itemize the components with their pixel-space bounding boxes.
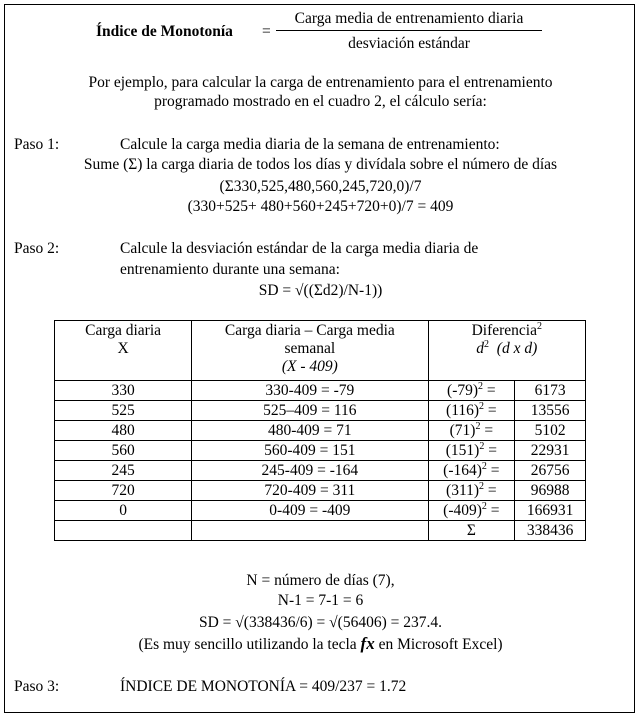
cell-square-eq: = — [483, 381, 496, 399]
cell-square-sup: 2 — [479, 440, 485, 452]
step1-label: Paso 1: — [14, 136, 60, 153]
monotony-formula — [0, 8, 641, 56]
step1-line-4: (330+525+ 480+560+245+720+0)/7 = 409 — [187, 198, 454, 215]
header-carga-diaria — [55, 321, 192, 381]
table-row — [55, 401, 586, 421]
table-row — [55, 501, 586, 521]
cell-square-eq: = — [484, 481, 497, 499]
cell-square-base: (-164) — [443, 461, 482, 479]
cell-square-eq: = — [484, 401, 497, 419]
cell-square-base: (116) — [446, 401, 480, 419]
cell-square-base: (151) — [445, 441, 480, 459]
after-line-4b: en Microsoft Excel) — [378, 636, 503, 653]
cell-value: 26756 — [515, 461, 586, 481]
cell-x: 525 — [55, 401, 192, 421]
fx-icon: fx — [360, 634, 375, 653]
step1-title: Calcule la carga media diaria de la semana de entrenamiento: — [120, 136, 500, 153]
step3-text: ÍNDICE DE MONOTONÍA = 409/237 = 1.72 — [120, 678, 407, 695]
intro-line-1: Por ejemplo, para calcular la carga de entrenamiento para el entrenamiento — [88, 74, 553, 91]
header-col3-line1: Diferencia — [471, 322, 537, 339]
step3-label: Paso 3: — [14, 678, 60, 695]
cell-square-eq: = — [484, 441, 497, 459]
cell-diff: 0-409 = -409 — [192, 501, 428, 521]
formula-denominator: desviación estándar — [348, 35, 470, 52]
cell-value: 13556 — [515, 401, 586, 421]
cell-diff: 245-409 = -164 — [192, 461, 428, 481]
formula-label: Índice de Monotonía — [96, 23, 233, 40]
header-squared — [428, 321, 585, 381]
sd-formula: SD = √((Σd2)/N-1)) — [258, 282, 383, 299]
cell-value: 5102 — [515, 421, 586, 441]
cell-diff: 525–409 = 116 — [192, 401, 428, 421]
header-col2-line3: (X - 409) — [281, 358, 338, 375]
table-row — [55, 481, 586, 501]
cell-x: 0 — [55, 501, 192, 521]
sum-label: Σ — [428, 521, 515, 541]
sum-value: 338436 — [515, 521, 586, 541]
header-col1-line2: X — [117, 340, 129, 357]
header-col3-d: d — [476, 340, 485, 357]
cell-square-base: (-79) — [447, 381, 479, 399]
cell-square-base: (71) — [449, 421, 476, 439]
header-col2-line2: semanal — [284, 340, 336, 357]
header-col2-line1: Carga diaria – Carga media — [224, 322, 395, 339]
fraction-bar — [276, 30, 542, 31]
cell-x: 245 — [55, 461, 192, 481]
cell-square-sup: 2 — [481, 500, 487, 512]
step2-title-1: Calcule la desviación estándar de la carga media diaria de — [120, 240, 479, 257]
formula-equals: = — [262, 23, 271, 40]
cell-square-sup: 2 — [479, 480, 485, 492]
step2-title-2: entrenamiento durante una semana: — [120, 261, 340, 278]
after-line-3: SD = √(338436/6) = √(56406) = 237.4. — [198, 614, 442, 631]
cell-square — [428, 461, 515, 481]
sum-empty-1 — [55, 521, 192, 541]
cell-square-eq: = — [486, 461, 500, 479]
header-col3-d-sup: 2 — [484, 338, 490, 350]
cell-square — [428, 501, 515, 521]
table-row — [55, 441, 586, 461]
cell-diff: 720-409 = 311 — [192, 481, 428, 501]
after-line-4 — [0, 635, 641, 654]
cell-square — [428, 481, 515, 501]
cell-x: 720 — [55, 481, 192, 501]
header-col3-dxd: (d x d) — [496, 340, 538, 357]
cell-square — [428, 381, 515, 401]
cell-square-base: (311) — [446, 481, 480, 499]
deviation-table — [54, 320, 586, 541]
formula-numerator: Carga media de entrenamiento diaria — [294, 10, 524, 27]
table-row — [55, 461, 586, 481]
cell-square — [428, 441, 515, 461]
cell-square-eq: = — [486, 501, 500, 519]
step1-line-3: (Σ330,525,480,560,245,720,0)/7 — [219, 178, 422, 195]
cell-diff: 480-409 = 71 — [192, 421, 428, 441]
cell-square-sup: 2 — [479, 400, 485, 412]
sum-row — [55, 521, 586, 541]
step2-label: Paso 2: — [14, 240, 60, 257]
table-row — [55, 421, 586, 441]
sum-empty-2 — [192, 521, 428, 541]
after-line-2: N-1 = 7-1 = 6 — [277, 592, 364, 609]
table-body — [55, 381, 586, 521]
cell-square-sup: 2 — [478, 380, 484, 392]
cell-square-sup: 2 — [481, 460, 487, 472]
cell-x: 480 — [55, 421, 192, 441]
header-difference — [192, 321, 428, 381]
after-line-1: N = número de días (7), — [246, 572, 395, 589]
step1-line-2: Sume (Σ) la carga diaria de todos los días y divídala sobre el número de días — [83, 156, 558, 173]
cell-value: 6173 — [515, 381, 586, 401]
cell-x: 560 — [55, 441, 192, 461]
cell-diff: 330-409 = -79 — [192, 381, 428, 401]
table-row — [55, 381, 586, 401]
cell-square-eq: = — [480, 421, 494, 439]
cell-square — [428, 421, 515, 441]
table-header-row — [55, 321, 586, 381]
cell-square-base: (-409) — [443, 501, 482, 519]
after-line-4a: (Es muy sencillo utilizando la tecla — [138, 636, 357, 653]
header-col3-sup: 2 — [536, 320, 542, 332]
cell-x: 330 — [55, 381, 192, 401]
header-col1-line1: Carga diaria — [85, 322, 162, 339]
cell-square-sup: 2 — [475, 420, 481, 432]
cell-value: 96988 — [515, 481, 586, 501]
cell-value: 22931 — [515, 441, 586, 461]
cell-square — [428, 401, 515, 421]
cell-diff: 560-409 = 151 — [192, 441, 428, 461]
cell-value: 166931 — [515, 501, 586, 521]
intro-line-2: programado mostrado en el cuadro 2, el cálculo sería: — [154, 93, 487, 110]
